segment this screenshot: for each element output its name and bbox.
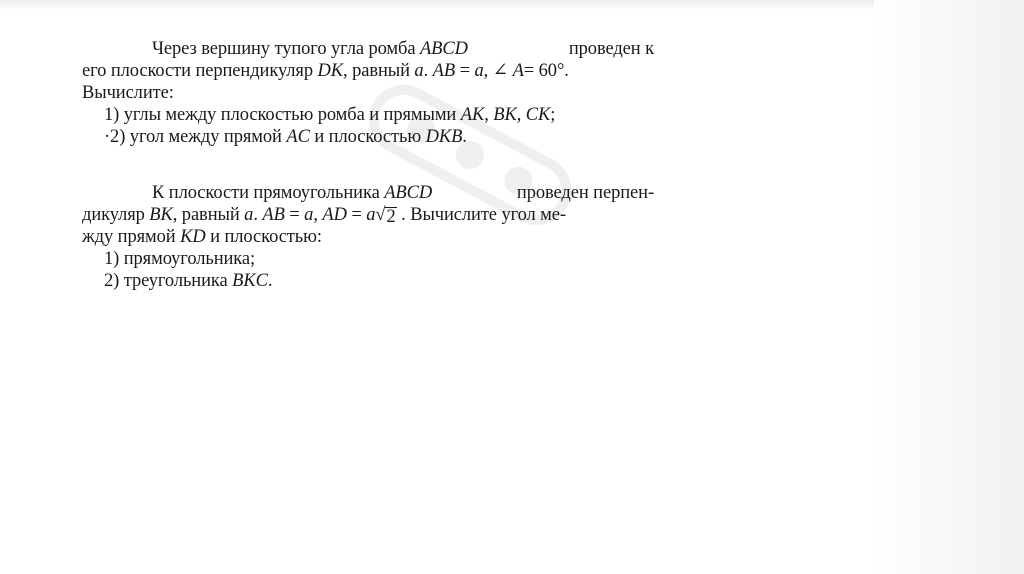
problem-2-item-1: 1) прямоугольника;	[104, 249, 256, 269]
top-edge-shadow	[0, 0, 1024, 10]
square-root: √ 2	[375, 205, 396, 227]
problem-2-line-2: дикуляр BK, равный a. AB = a, AD = a √ 2 . Вычислите угол ме-	[82, 205, 566, 227]
problem-1-line-3: Вычислите:	[82, 83, 174, 103]
right-side-panel	[874, 0, 1024, 574]
problem-1-item-1: 1) углы между плоскостью ромба и прямыми AK, BK, CK;	[104, 105, 556, 125]
problem-1	[82, 38, 654, 148]
problem-2-line-1: К плоскости прямоугольника ABCD проведен перпен-	[152, 183, 654, 203]
problem-2-item-2: 2) треугольника BKC.	[104, 271, 273, 291]
problem-1-line-1: Через вершину тупого угла ромба ABCD проведен к	[152, 39, 654, 59]
problem-2-line-3: жду прямой KD и плоскостью:	[82, 227, 322, 247]
problem-text	[82, 38, 654, 292]
problem-1-item-2: ·2) угол между прямой AC и плоскостью DKB.	[104, 127, 467, 147]
problem-1-line-2: его плоскости перпендикуляр DK, равный a. AB = a, ∠ A= 60°.	[82, 61, 569, 81]
problem-2	[82, 182, 654, 292]
